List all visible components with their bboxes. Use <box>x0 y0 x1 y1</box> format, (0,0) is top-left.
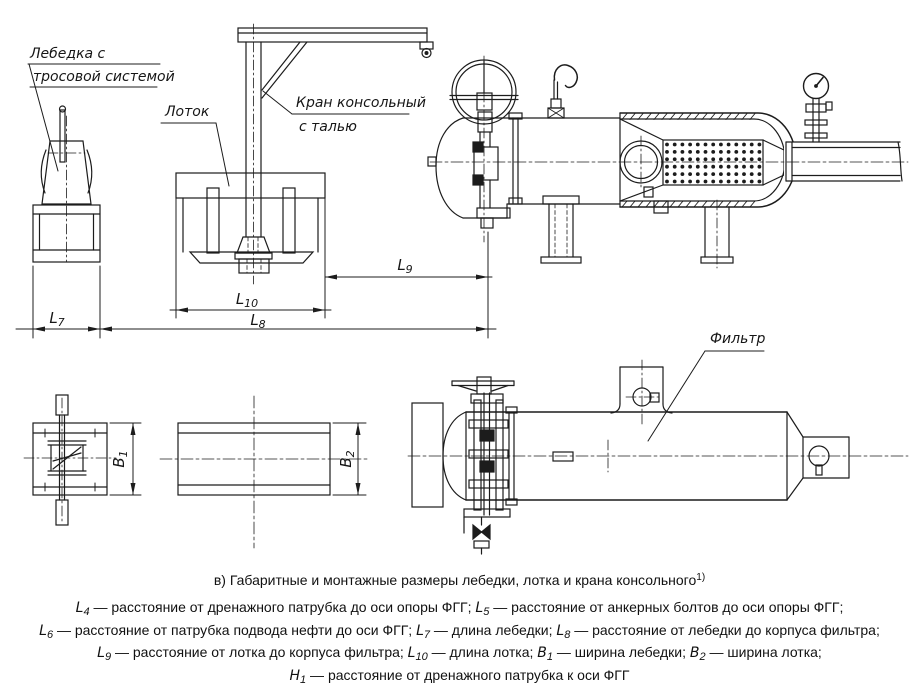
winch-label-line2: тросовой системой <box>33 69 175 85</box>
figure-caption: в) Габаритные и монтажные размеры лебедки, лотка и крана консольного$^{1)}$ <box>213 572 706 588</box>
footnote-marker: 1) <box>696 572 706 583</box>
tray-section <box>176 173 325 263</box>
valve-handwheel-side <box>452 377 514 394</box>
winch-front-view <box>33 106 100 262</box>
crane-label-line2: с талью <box>299 119 357 135</box>
legend-line-3: $L_9$ — расстояние от лотка до корпуса фильтра; $L_{10}$ — длина лотка; $B_1$ — ширина лебедки; $B_2$ — ширина лотка; <box>97 644 822 663</box>
legend-line-4: $H_1$ — расстояние от дренажного патрубка к оси ФГГ <box>289 666 630 686</box>
lifting-lug <box>611 360 672 425</box>
filter-side-view <box>408 360 908 554</box>
anchor-bolt-marks <box>41 429 99 491</box>
outlet-eyelet <box>803 437 849 478</box>
winch-label-line1: Лебедка с <box>30 46 106 62</box>
crane-label-line1: Кран консольный <box>296 95 426 111</box>
dim-label-L8: $L_8$ <box>250 311 266 331</box>
dim-label-L10: $L_{10}$ <box>235 290 259 310</box>
dimension-legend <box>0 597 919 687</box>
tray-top-view <box>160 396 368 548</box>
legend-line-1: $L_4$ — расстояние от дренажного патрубка до оси опоры ФГГ; $L_5$ — расстояние от анкерных болтов до оси опоры ФГГ; <box>75 599 844 618</box>
tray-label: Лоток <box>165 104 210 120</box>
winch-top-view <box>24 395 116 525</box>
drain-assembly <box>464 509 510 554</box>
dim-label-B1: $B_1$ <box>110 450 130 468</box>
valve-stem-assembly <box>473 56 510 242</box>
perforated-plate <box>665 143 761 184</box>
dim-label-L9: $L_9$ <box>397 256 413 276</box>
crane-console <box>235 24 433 284</box>
legend-line-2: $L_6$ — расстояние от патрубка подвода нефти до оси ФГГ; $L_7$ — длина лебедки; $L_8$ — расстояние от лебедки до корпуса фильтра; <box>39 621 880 641</box>
filter-label: Фильтр <box>710 331 766 347</box>
dim-label-B2: $B_2$ <box>337 450 357 468</box>
pressure-gauge <box>804 74 833 143</box>
lifting-hook <box>548 65 577 118</box>
dim-label-L7: $L_7$ <box>49 309 65 329</box>
filter-cutaway-view <box>428 56 908 268</box>
leader-lines <box>28 64 764 441</box>
